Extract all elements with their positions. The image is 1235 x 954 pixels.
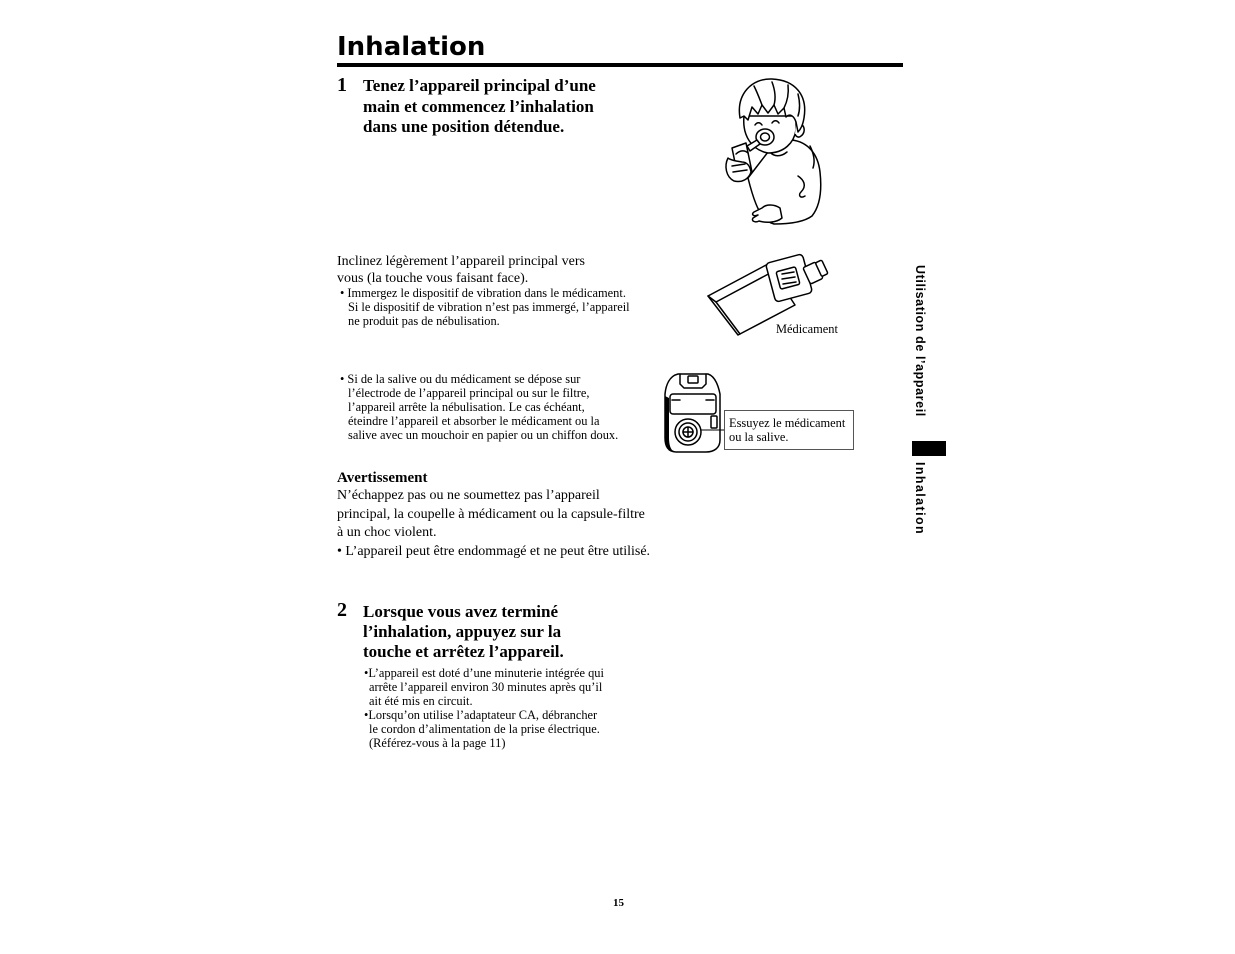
saliva-bullet [340,372,618,442]
bullet-line: éteindre l’appareil et absorber le médicament ou la [348,414,600,428]
warning-line: N’échappez pas ou ne soumettez pas l’appareil [337,488,600,503]
side-tab-section: Utilisation de l’appareil [913,265,927,417]
step-1-heading [363,76,596,138]
tilt-instruction-line: Inclinez légèrement l’appareil principal vers [337,254,585,269]
step-2-heading-line: Lorsque vous avez terminé [363,602,559,621]
wipe-callout-box [724,410,854,450]
warning-line: • L’appareil peut être endommagé et ne peut être utilisé. [337,543,651,559]
page-title: Inhalation [337,32,486,62]
step-1-heading-line: Tenez l’appareil principal d’une [363,76,596,95]
note-line: ait été mis en circuit. [369,694,473,708]
bullet-line: • Si de la salive ou du médicament se dépose sur [340,372,581,386]
step-2-heading-line: l’inhalation, appuyez sur la [363,622,562,641]
warning-text [337,487,650,561]
medicament-label: Médicament [776,322,838,336]
warning-title: Avertissement [337,470,428,486]
tilt-instruction [337,253,585,287]
device-top-view-illustration [662,370,724,456]
note-line: le cordon d’alimentation de la prise électrique. [369,722,600,736]
callout-line: Essuyez le médicament [729,416,846,430]
bullet-line: l’électrode de l’appareil principal ou sur le filtre, [348,386,590,400]
note-line: •Lorsqu’on utilise l’adaptateur CA, débrancher [364,708,598,722]
immerse-bullet [340,286,630,328]
warning-line: à un choc violent. [337,525,437,540]
boy-inhaling-illustration [714,76,826,228]
note-line: (Référez-vous à la page 11) [369,736,506,750]
step-1-number: 1 [337,74,347,96]
page-number: 15 [613,897,624,909]
note-line: •L’appareil est doté d’une minuterie intégrée qui [364,666,604,680]
step-1-heading-line: main et commencez l’inhalation [363,96,594,116]
side-tab-current: Inhalation [913,462,927,536]
step-2-notes [364,666,604,750]
bullet-line: ne produit pas de nébulisation. [348,314,500,328]
step-2-heading [363,602,564,662]
bullet-line: l’appareil arrête la nébulisation. Le cas échéant, [348,400,585,414]
bullet-line: Si le dispositif de vibration n’est pas immergé, l’appareil [348,300,630,314]
warning-line: principal, la coupelle à médicament ou la capsule-filtre [337,506,645,522]
bullet-line: • Immergez le dispositif de vibration dans le médicament. [340,286,626,300]
title-rule [337,63,903,67]
electrode-filter-circle [675,419,701,445]
tilt-instruction-line: vous (la touche vous faisant face). [337,271,529,286]
step-1-heading-line: dans une position détendue. [363,117,565,136]
step-2-heading-line: touche et arrêtez l’appareil. [363,642,564,661]
step-2-number: 2 [337,599,347,621]
note-line: arrête l’appareil environ 30 minutes après qu’il [369,680,603,694]
bullet-line: salive avec un mouchoir en papier ou un chiffon doux. [348,428,619,442]
callout-line: ou la salive. [729,430,789,444]
side-tab-marker [912,441,946,456]
